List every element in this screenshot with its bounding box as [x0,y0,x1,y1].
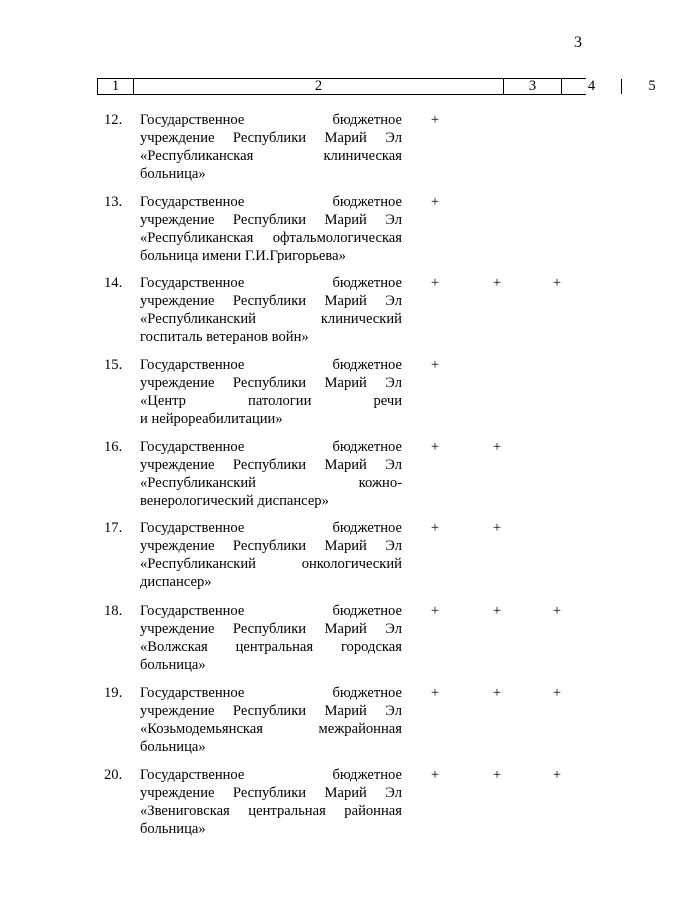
mark-col-3: + [430,520,440,536]
mark-col-3: + [430,685,440,701]
mark-col-4: + [492,439,502,455]
mark-col-3: + [430,603,440,619]
row-number: 12. [104,112,123,128]
column-header-4: 4 [562,79,622,94]
mark-col-3: + [430,112,440,128]
institution-name [140,111,402,183]
name-line: учреждение Республики Марий Эл [140,785,402,801]
name-line: больница» [140,739,206,755]
name-line: учреждение Республики Марий Эл [140,703,402,719]
name-line: «Звениговская центральная районная [140,803,402,819]
name-line: госпиталь ветеранов войн» [140,329,309,345]
row-number: 15. [104,357,123,373]
page-number: 3 [574,34,582,51]
name-line: учреждение Республики Марий Эл [140,375,402,391]
row-number: 20. [104,767,123,783]
mark-col-5: + [552,603,562,619]
name-line: учреждение Республики Марий Эл [140,457,402,473]
column-header-5: 5 [648,78,656,94]
name-line: «Волжская центральная городская [140,639,402,655]
mark-col-3: + [430,767,440,783]
mark-col-5: + [552,275,562,291]
name-line: больница имени Г.И.Григорьева» [140,248,346,264]
name-line: учреждение Республики Марий Эл [140,538,402,554]
institution-name [140,766,402,838]
institution-name [140,438,402,510]
institution-name [140,684,402,756]
institution-name [140,356,402,428]
name-line: «Центр патологии речи [140,393,402,409]
name-line: учреждение Республики Марий Эл [140,212,402,228]
row-number: 19. [104,685,123,701]
table-header-row [97,78,656,95]
column-header-1: 1 [98,79,134,94]
row-number: 18. [104,603,123,619]
name-line: «Республиканская клиническая [140,148,402,164]
institution-name [140,519,402,591]
row-number: 17. [104,520,123,536]
mark-col-3: + [430,275,440,291]
name-line: «Республиканский онкологический [140,556,402,572]
row-number: 14. [104,275,123,291]
name-line: больница» [140,166,206,182]
mark-col-3: + [430,357,440,373]
name-line: Государственное бюджетное [140,439,402,455]
column-header-2: 2 [134,79,504,94]
row-number: 16. [104,439,123,455]
name-line: Государственное бюджетное [140,603,402,619]
name-line: диспансер» [140,574,212,590]
name-line: учреждение Республики Марий Эл [140,130,402,146]
name-line: учреждение Республики Марий Эл [140,293,402,309]
name-line: венерологический диспансер» [140,493,329,509]
mark-col-3: + [430,194,440,210]
name-line: Государственное бюджетное [140,685,402,701]
mark-col-4: + [492,685,502,701]
mark-col-5: + [552,767,562,783]
mark-col-5: + [552,685,562,701]
name-line: «Республиканский кожно- [140,475,402,491]
name-line: учреждение Республики Марий Эл [140,621,402,637]
institution-name [140,602,402,674]
name-line: Государственное бюджетное [140,767,402,783]
name-line: больница» [140,821,206,837]
name-line: Государственное бюджетное [140,112,402,128]
name-line: и нейрореабилитации» [140,411,283,427]
institution-name [140,193,402,265]
mark-col-4: + [492,520,502,536]
mark-col-4: + [492,275,502,291]
name-line: «Козьмодемьянская межрайонная [140,721,402,737]
column-header-3: 3 [504,79,562,94]
mark-col-3: + [430,439,440,455]
name-line: Государственное бюджетное [140,520,402,536]
mark-col-4: + [492,767,502,783]
name-line: «Республиканский клинический [140,311,402,327]
name-line: «Республиканская офтальмологическая [140,230,402,246]
name-line: Государственное бюджетное [140,194,402,210]
name-line: Государственное бюджетное [140,357,402,373]
name-line: больница» [140,657,206,673]
name-line: Государственное бюджетное [140,275,402,291]
row-number: 13. [104,194,123,210]
institution-name [140,274,402,346]
mark-col-4: + [492,603,502,619]
